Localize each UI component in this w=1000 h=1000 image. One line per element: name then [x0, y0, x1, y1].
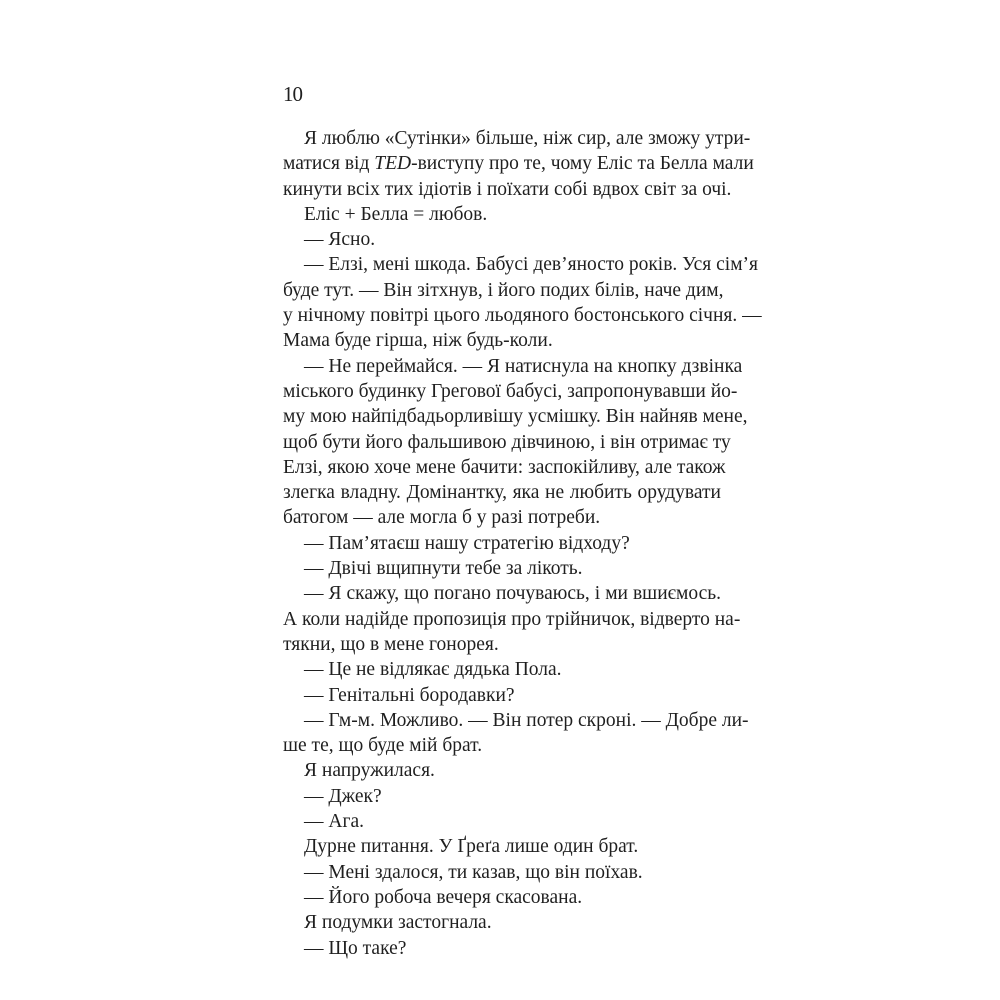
text-line: Дурне питання. У Ґреґа лише один брат. [304, 836, 639, 858]
text-line: тякни, що в мене гонорея. [283, 633, 499, 655]
text-line: — Мені здалося, ти казав, що він поїхав. [304, 861, 643, 883]
text-line: Я напружилася. [304, 760, 435, 782]
text-line: міського будинку Грегової бабусі, запропонувавши йо- [283, 380, 738, 402]
text-line: Мама буде гірша, ніж будь-коли. [283, 330, 553, 352]
text-line: Еліс + Белла = любов. [304, 203, 488, 225]
text-line: Я люблю «Сутінки» більше, ніж сир, але зможу утри- [304, 128, 751, 149]
body-text [283, 126, 762, 961]
text-line: Я подумки застогнала. [304, 912, 492, 934]
text-line: — Генітальні бородавки? [304, 684, 515, 706]
text-line: злегка владну. Домінантку, яка не любить орудувати [283, 482, 721, 504]
text-line: — Ясно. [304, 229, 376, 251]
text-line: Елзі, якою хоче мене бачити: заспокійливу, але також [283, 456, 726, 478]
text-line: ше те, що буде мій брат. [283, 735, 483, 757]
text-line: батогом — але могла б у разі потреби. [283, 507, 601, 529]
text-line: — Ага. [304, 811, 364, 833]
text-line: — Гм-м. Можливо. — Він потер скроні. — Добре ли- [304, 709, 749, 731]
text-line: — Що таке? [304, 937, 407, 959]
italic-text: TED [374, 153, 412, 175]
text-line: му мою найпідбадьорливішу усмішку. Він найняв мене, [283, 406, 748, 428]
text-line: А коли надійде пропозиція про трійничок, відверто на- [283, 608, 741, 630]
text-line: кинути всіх тих ідіотів і поїхати собі вдвох світ за очі. [283, 178, 732, 200]
text-line: — Двічі вщипнути тебе за лікоть. [304, 558, 583, 580]
text-line: щоб бути його фальшивою дівчиною, і він отримає ту [283, 431, 731, 453]
text-line: — Його робоча вечеря скасована. [304, 886, 583, 908]
text-line: — Не переймайся. — Я натиснула на кнопку дзвінка [304, 355, 743, 377]
text-line: — Джек? [304, 785, 382, 807]
text-line: — Я скажу, що погано почуваюсь, і ми вшиємось. [304, 583, 721, 605]
text-line: — Елзі, мені шкода. Бабусі дев’яносто років. Уся сім’я [304, 254, 759, 276]
text-line: у нічному повітрі цього льодяного бостонського січня. — [283, 305, 762, 327]
text-line: — Пам’ятаєш нашу стратегію відходу? [304, 532, 630, 554]
text-line: матися від TED-виступу про те, чому Еліс та Белла мали [283, 153, 754, 175]
page-number: 10 [283, 82, 302, 106]
text-line: буде тут. — Він зітхнув, і його подих білів, наче дим, [283, 279, 724, 301]
text-line: — Це не відлякає дядька Пола. [304, 659, 562, 681]
